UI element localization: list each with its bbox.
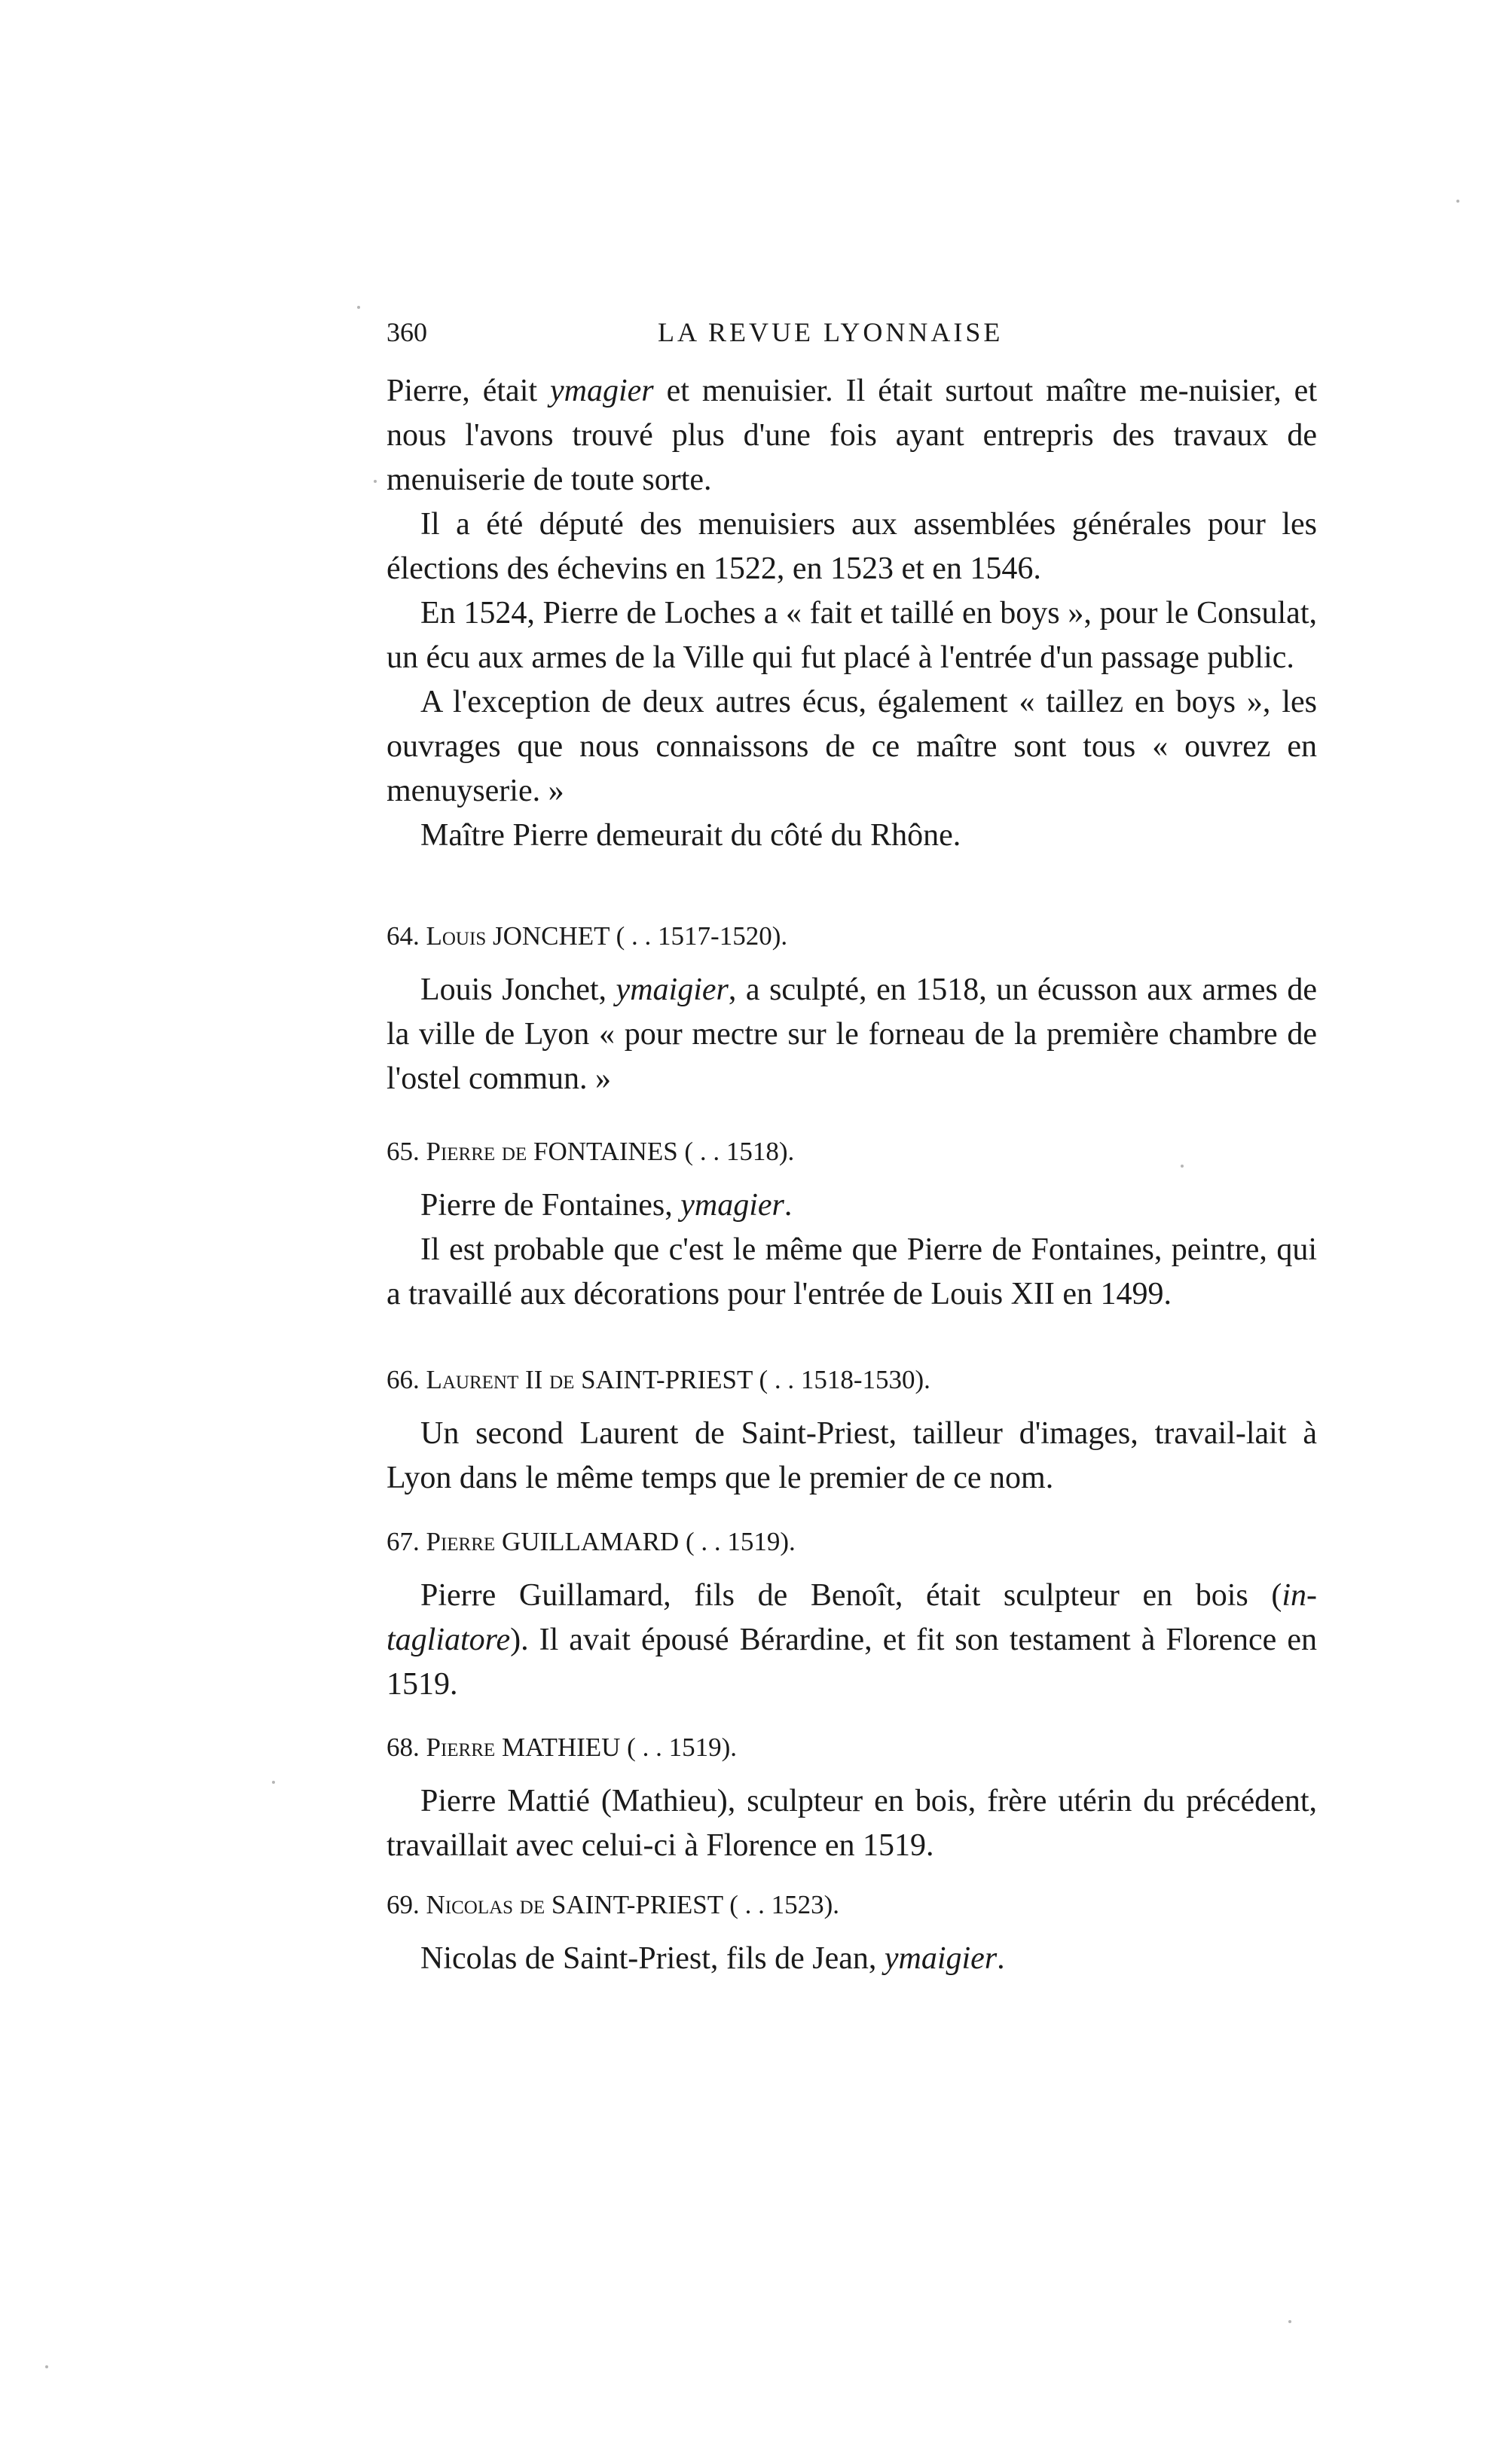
paragraph: Un second Laurent de Saint-Priest, tailleur d'images, travail-lait à Lyon dans le même temps que le premier de ce nom. [387,1416,1317,1495]
entry-heading: 68. Pierre MATHIEU ( . . 1519). [387,1733,737,1762]
page-number: 360 [387,317,427,347]
entry-heading: 66. Laurent II de SAINT-PRIEST ( . . 1518-1530). [387,1365,930,1394]
paragraph: Pierre, était ymagier et menuisier. Il était surtout maître me-nuisier, et nous l'avons trouvé plus d'une fois ayant entrepris des travaux de menuiserie de toute sorte. [387,374,1317,497]
running-title: LA REVUE LYONNAISE [658,317,1004,347]
paper-speck [374,480,377,483]
paragraph: Pierre Mattié (Mathieu), sculpteur en bois, frère utérin du précédent, travaillait avec celui-ci à Florence en 1519. [387,1784,1317,1863]
paragraph: Il est probable que c'est le même que Pierre de Fontaines, peintre, qui a travaillé aux décorations pour l'entrée de Louis XII en 1499. [387,1232,1317,1311]
paper-speck [272,1781,275,1784]
entry-heading: 65. Pierre de FONTAINES ( . . 1518). [387,1137,795,1166]
paragraph: Il a été député des menuisiers aux assemblées générales pour les élections des échevins en 1522, en 1523 et en 1546. [387,507,1317,586]
paragraph: Louis Jonchet, ymaigier, a sculpté, en 1518, un écusson aux armes de la ville de Lyon « pour mectre sur le forneau de la première chambre de l'ostel commun. » [387,972,1317,1096]
paragraph: Maître Pierre demeurait du côté du Rhône. [420,818,961,853]
paragraph: Pierre Guillamard, fils de Benoît, était sculpteur en bois (in-tagliatore). Il avait épousé Bérardine, et fit son testament à Florence en 1519. [387,1578,1317,1702]
entry-heading: 64. Louis JONCHET ( . . 1517-1520). [387,921,788,951]
entry-heading: 67. Pierre GUILLAMARD ( . . 1519). [387,1527,796,1556]
entry-67 [387,1524,1317,1707]
paper-speck [1288,2320,1291,2323]
paragraph: Pierre de Fontaines, ymagier. [420,1188,793,1223]
paragraph: A l'exception de deux autres écus, également « taillez en boys », les ouvrages que nous connaissons de ce maître sont tous « ouvrez en menuyserie. » [387,685,1317,808]
entry-66 [387,1362,1317,1501]
running-header [387,316,1317,362]
paper-speck [1181,1165,1184,1168]
paragraph: En 1524, Pierre de Loches a « fait et taillé en boys », pour le Consulat, un écu aux armes de la Ville qui fut placé à l'entrée d'un passage public. [387,596,1317,675]
paragraph: Nicolas de Saint-Priest, fils de Jean, ymaigier. [420,1941,1005,1976]
entry-heading: 69. Nicolas de SAINT-PRIEST ( . . 1523). [387,1890,840,1919]
entry-64 [387,918,1317,1101]
paper-speck [357,306,360,309]
paper-speck [1456,200,1459,203]
continued-entry-block [387,369,1317,858]
paper-speck [45,2365,48,2368]
entry-69 [387,1887,1317,1981]
entry-68 [387,1730,1317,1868]
entry-65 [387,1134,1317,1317]
